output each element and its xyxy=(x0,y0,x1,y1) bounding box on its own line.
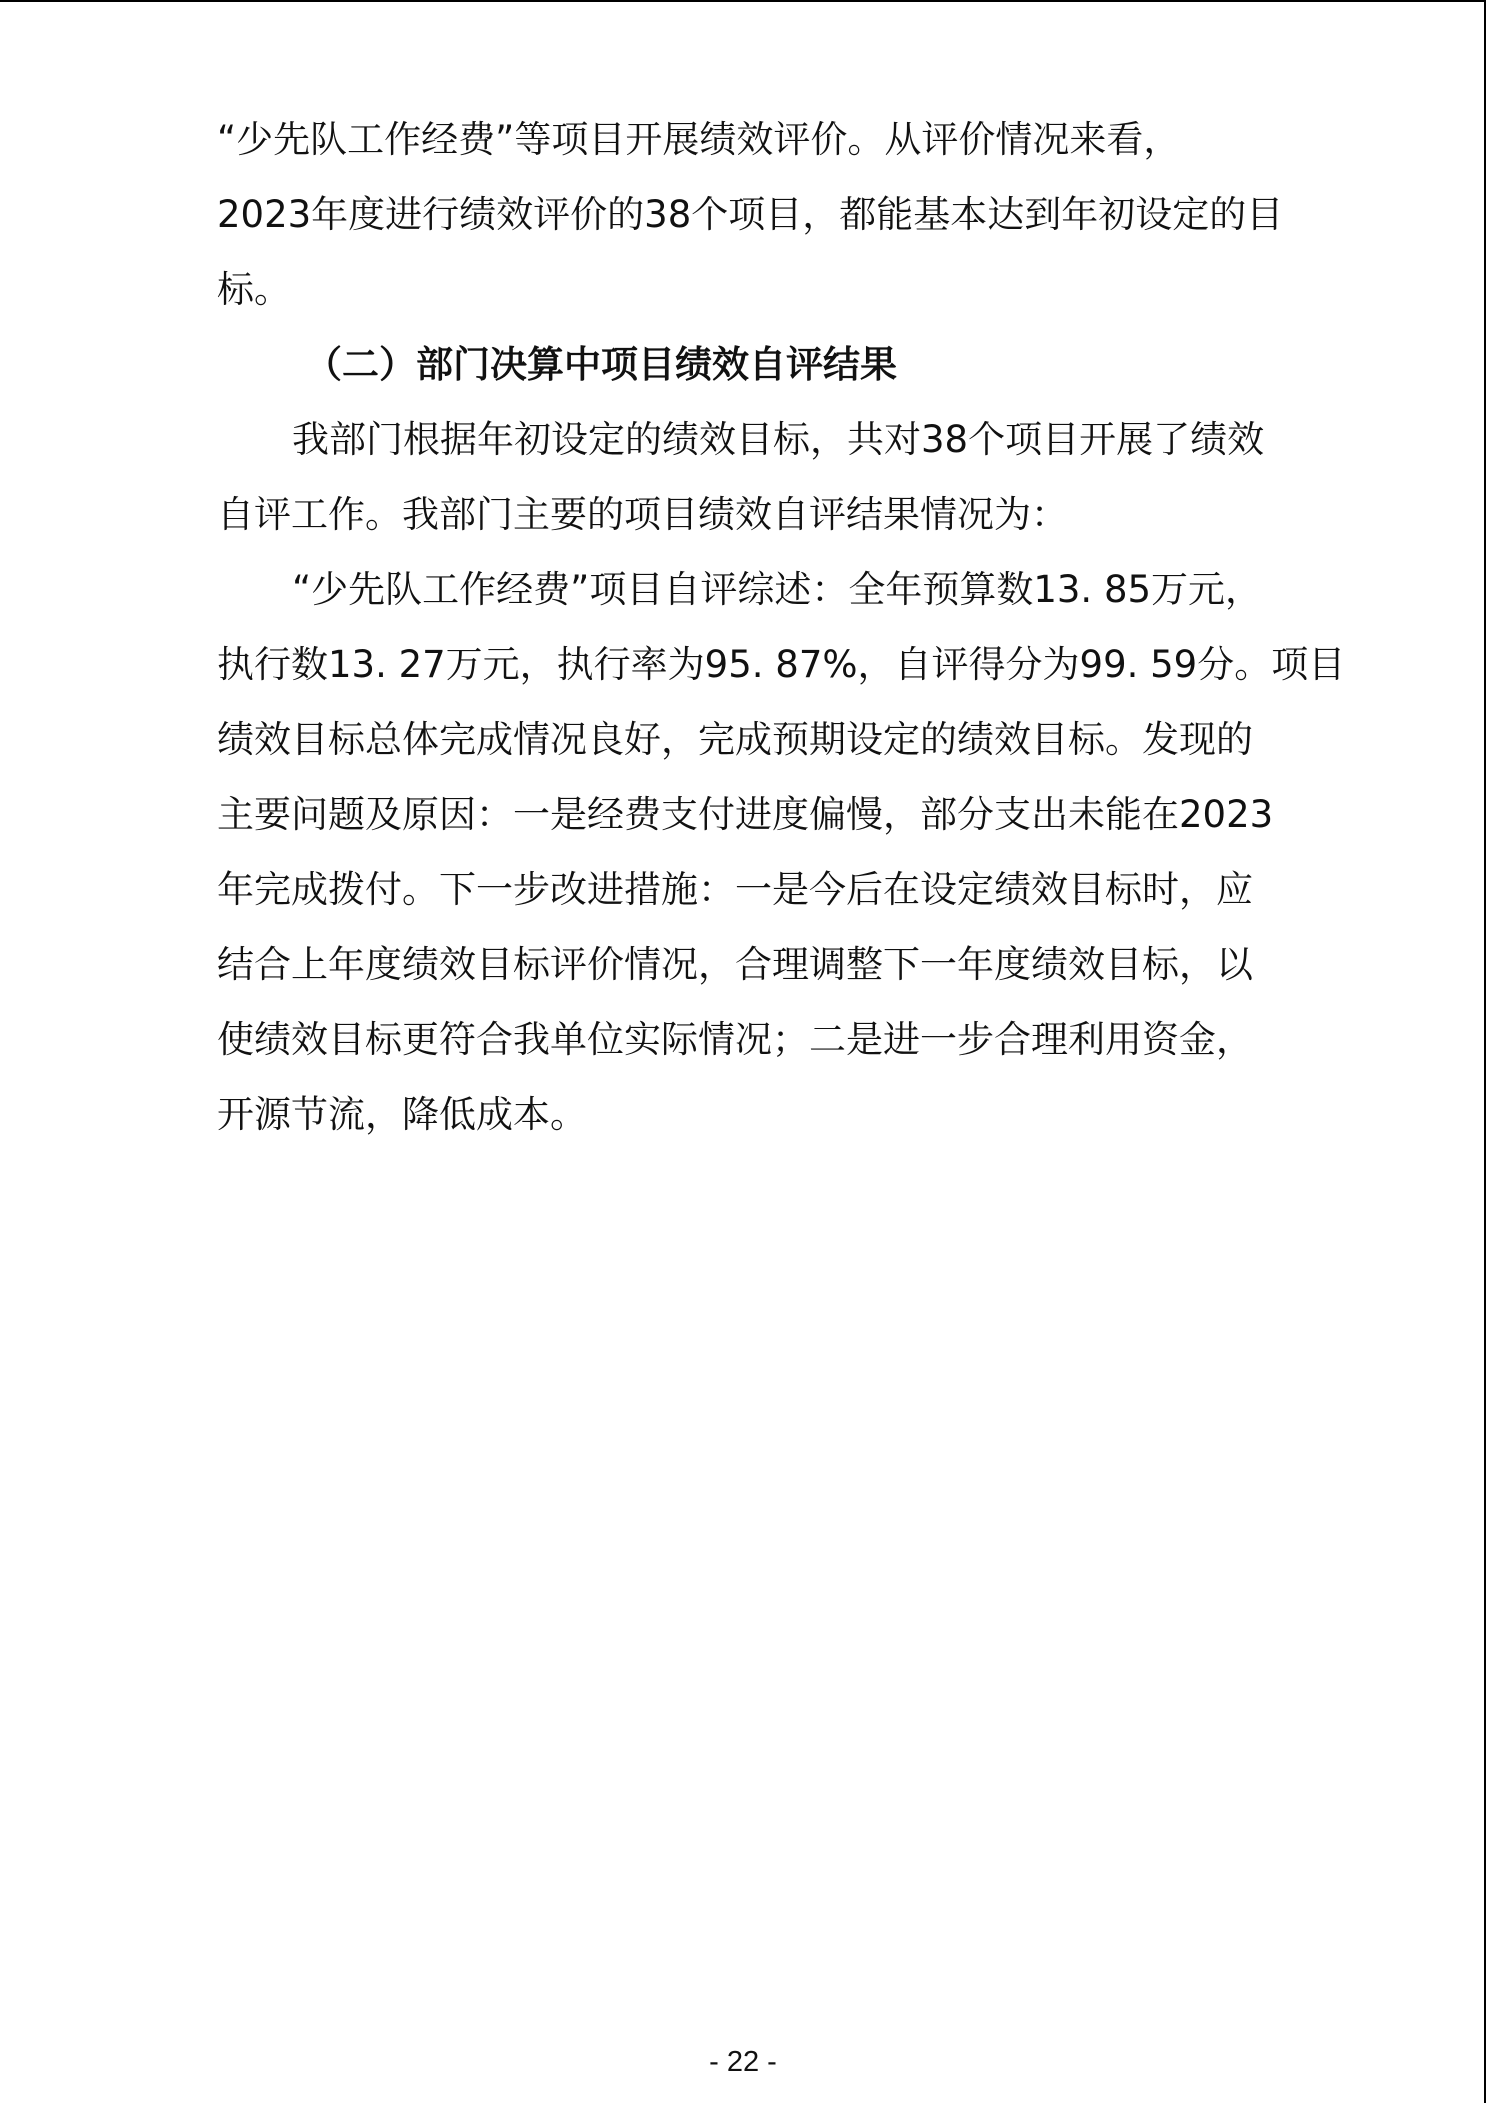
text-line: “少先队工作经费”项目自评综述：全年预算数13. 85万元， xyxy=(292,568,1263,611)
text-line: 主要问题及原因：一是经费支付进度偏慢，部分支出未能在2023 xyxy=(217,793,1274,836)
text-line: 我部门根据年初设定的绩效目标，共对38个项目开展了绩效 xyxy=(292,418,1265,461)
section-heading: （二）部门决算中项目绩效自评结果 xyxy=(305,343,897,386)
text-line: 执行数13. 27万元，执行率为95. 87%，自评得分为99. 59分。项目 xyxy=(217,643,1346,686)
text-line: “少先队工作经费”等项目开展绩效评价。从评价情况来看， xyxy=(217,118,1181,161)
text-line: 自评工作。我部门主要的项目绩效自评结果情况为： xyxy=(217,493,1068,536)
text-line: 使绩效目标更符合我单位实际情况；二是进一步合理利用资金， xyxy=(217,1018,1253,1061)
text-line: 开源节流，降低成本。 xyxy=(217,1093,587,1136)
text-line: 标。 xyxy=(217,268,291,311)
text-line: 2023年度进行绩效评价的38个项目，都能基本达到年初设定的目 xyxy=(217,193,1284,236)
text-line: 绩效目标总体完成情况良好，完成预期设定的绩效目标。发现的 xyxy=(217,718,1253,761)
text-line: 结合上年度绩效目标评价情况，合理调整下一年度绩效目标，以 xyxy=(217,943,1253,986)
page-number: - 22 - xyxy=(709,2046,777,2078)
text-line: 年完成拨付。下一步改进措施：一是今后在设定绩效目标时，应 xyxy=(217,868,1253,911)
page-content xyxy=(217,102,1346,1152)
